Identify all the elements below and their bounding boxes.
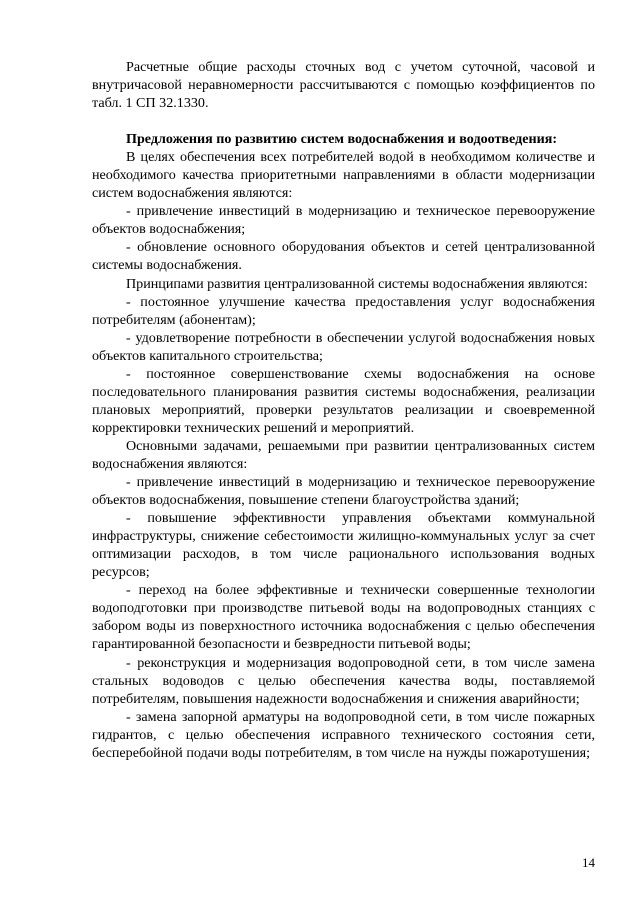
list-item-management-efficiency: - повышение эффективности управления объектами коммунальной инфраструктуры, снижение себестоимости жилищно-коммунальных услуг за счет оптимизации расходов, в том числе рационального использования водных ресурсов; bbox=[92, 510, 595, 581]
document-body bbox=[92, 58, 595, 762]
paragraph-main-tasks: Основными задачами, решаемыми при развитии централизованных систем водоснабжения являются: bbox=[92, 437, 595, 472]
list-item-new-construction: - удовлетворение потребности в обеспечении услугой водоснабжения новых объектов капитального строительства; bbox=[92, 329, 595, 364]
list-item-quality-improvement: - постоянное улучшение качества предоставления услуг водоснабжения потребителям (абонентам); bbox=[92, 293, 595, 328]
paragraph-priorities: В целях обеспечения всех потребителей водой в необходимом количестве и необходимого качества приоритетными направлениями в области модернизации систем водоснабжения являются: bbox=[92, 149, 595, 202]
intro-paragraph: Расчетные общие расходы сточных вод с учетом суточной, часовой и внутричасовой неравномерности рассчитываются с помощью коэффициентов по табл. 1 СП 32.1330. bbox=[92, 59, 595, 112]
list-item-network-reconstruction: - реконструкция и модернизация водопроводной сети, в том числе замена стальных водоводов с целью обеспечения качества воды, поставляемой потребителям, повышения надежности водоснабжения и снижения аварийности; bbox=[92, 654, 595, 707]
list-item-equipment-update: - обновление основного оборудования объектов и сетей централизованной системы водоснабжения. bbox=[92, 239, 595, 274]
list-item-scheme-improvement: - постоянное совершенствование схемы водоснабжения на основе последовательного планирования развития системы водоснабжения, реализации плановых мероприятий, проверки результатов реализации и своевременной корректировки технических решений и мероприятий. bbox=[92, 365, 595, 436]
paragraph-gap bbox=[92, 112, 595, 130]
list-item-investments-comfort: - привлечение инвестиций в модернизацию и техническое перевооружение объектов водоснабжения, повышение степени благоустройства зданий; bbox=[92, 474, 595, 509]
list-item-water-treatment: - переход на более эффективные и технически совершенные технологии водоподготовки при производстве питьевой воды на водопроводных станциях с забором воды из поверхностного источника водоснабжения с целью обеспечения гарантированной безопасности и безвредности питьевой воды; bbox=[92, 582, 595, 653]
list-item-valve-replacement: - замена запорной арматуры на водопроводной сети, в том числе пожарных гидрантов, с целью обеспечения исправного технического состояния сети, бесперебойной подачи воды потребителям, в том числе на нужды пожаротушения; bbox=[92, 708, 595, 761]
page-number: 14 bbox=[582, 855, 595, 870]
paragraph-principles: Принципами развития централизованной системы водоснабжения являются: bbox=[126, 275, 588, 292]
section-heading: Предложения по развитию систем водоснабжения и водоотведения: bbox=[126, 131, 558, 148]
list-item-investments: - привлечение инвестиций в модернизацию и техническое перевооружение объектов водоснабжения; bbox=[92, 203, 595, 238]
